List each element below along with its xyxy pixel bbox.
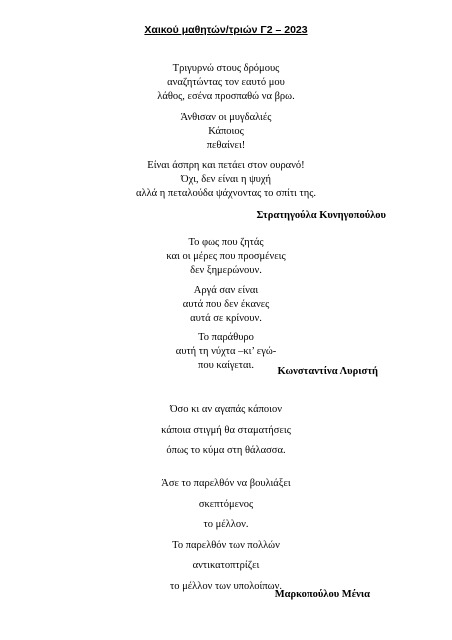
poem-line: Όχι, δεν είναι η ψυχή xyxy=(180,174,272,185)
haiku-stanza xyxy=(0,111,452,153)
haiku-stanza xyxy=(0,331,452,373)
haiku-stanza xyxy=(0,400,452,462)
poem-line: αντικατοπτρίζει xyxy=(192,560,260,571)
poem-author: Στρατηγούλα Κυνηγοπούλου xyxy=(256,210,386,221)
poem-line: που καίγεται. xyxy=(198,360,254,371)
poem-line: Το παρελθόν των πολλών xyxy=(172,539,280,551)
poem-line: Όσο κι αν αγαπάς κάποιον xyxy=(169,404,283,415)
haiku-stanza xyxy=(0,474,452,597)
poem-author: Κωνσταντίνα Λυριστή xyxy=(277,366,378,377)
poem-line: Είναι άσπρη και πετάει στον ουρανό! xyxy=(147,160,305,171)
poem-line: αλλά η πεταλούδα ψάχνοντας το σπίτι της. xyxy=(136,188,316,199)
poem-line: πεθαίνει! xyxy=(206,140,246,151)
poem-line: αναζητώντας τον εαυτό μου xyxy=(167,77,285,88)
poem-line: Το φως που ζητάς xyxy=(188,237,264,248)
poem-line: όπως το κύμα στη θάλασσα. xyxy=(166,445,286,456)
page-title: Χαικού μαθητών/τριών Γ2 – 2023 xyxy=(144,24,308,36)
poem-line: Αργά σαν είναι xyxy=(193,285,259,296)
haiku-stanza xyxy=(0,284,452,326)
haiku-stanza xyxy=(0,62,452,104)
haiku-stanza xyxy=(0,159,452,201)
poem-line: Άνθισαν οι μυγδαλιές xyxy=(180,112,272,123)
poem-line: σκεπτόμενος xyxy=(198,498,254,510)
haiku-stanza xyxy=(0,236,452,278)
poem-line: Κάποιος xyxy=(208,126,244,137)
poem-line: Άσε το παρελθόν να βουλιάξει xyxy=(161,478,291,489)
poem-line: το μέλλον. xyxy=(203,519,249,530)
poem-line: δεν ξημερώνουν. xyxy=(190,265,262,276)
poem-author: Μαρκοπούλου Μένια xyxy=(274,589,370,600)
poem-line: και οι μέρες που προσμένεις xyxy=(166,251,286,262)
poem-line: Το παράθυρο xyxy=(198,332,254,343)
poem-line: Τριγυρνώ στους δρόμους xyxy=(172,63,280,74)
poem-line: αυτή τη νύχτα –κι’ εγώ- xyxy=(175,346,277,357)
poem-line: λάθος, εσένα προσπαθώ να βρω. xyxy=(157,91,295,102)
poem-line: αυτά σε κρίνουν. xyxy=(190,313,262,324)
poem-line: κάποια στιγμή θα σταματήσεις xyxy=(161,424,291,436)
poem-line: το μέλλον των υπολοίπων. xyxy=(170,580,282,592)
poem-line: αυτά που δεν έκανες xyxy=(182,299,270,310)
